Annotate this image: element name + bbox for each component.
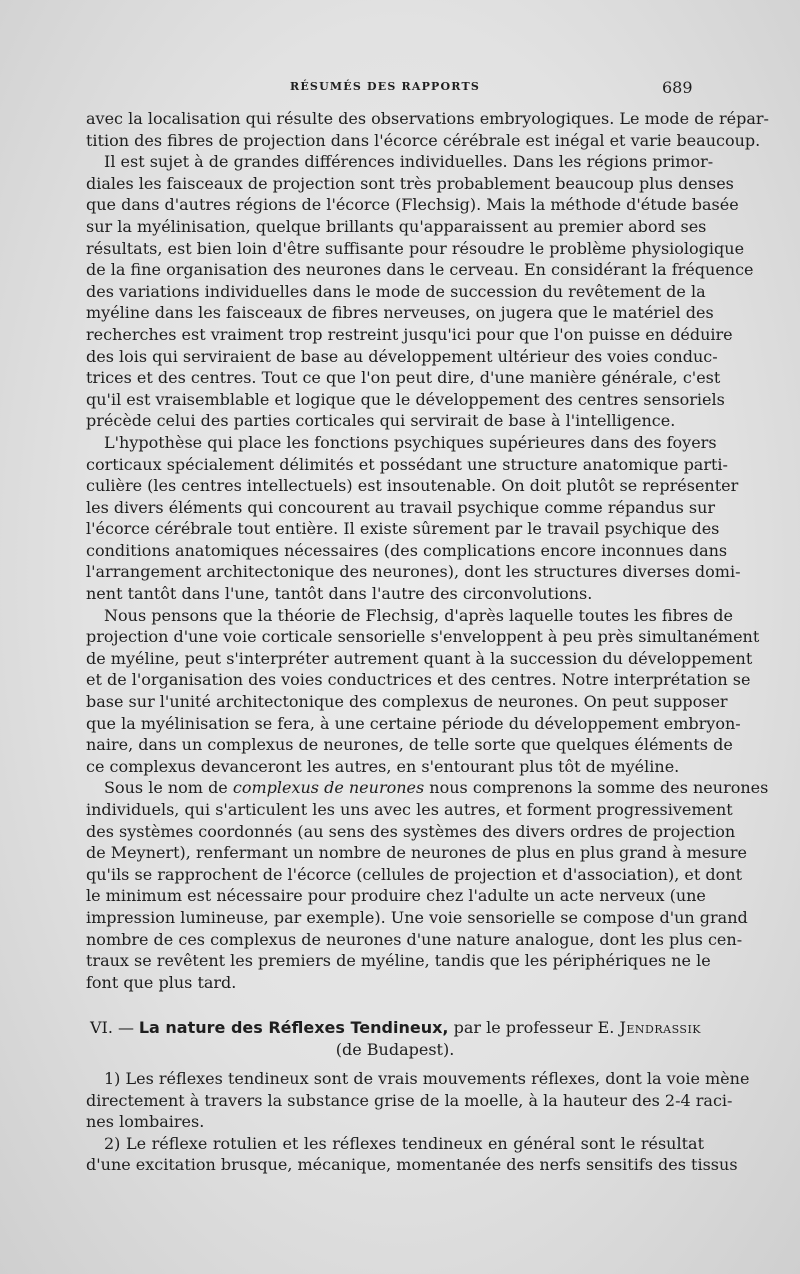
text-line: de myéline, peut s'interpréter autrement quant à la succession du développement	[86, 648, 753, 668]
text-line: que dans d'autres régions de l'écorce (Flechsig). Mais la méthode d'étude basée	[86, 195, 739, 215]
text-line: traux se revêtent les premiers de myéline, tandis que les périphériques ne le	[86, 951, 711, 971]
paragraph-4	[86, 605, 760, 778]
section-byline: par le professeur E.	[448, 1018, 620, 1037]
text-line	[86, 777, 769, 799]
section-affiliation: (de Budapest).	[335, 1040, 455, 1059]
text-line: nent tantôt dans l'une, tantôt dans l'autre des circonvolutions.	[86, 584, 593, 604]
text-fragment: Sous le nom de	[104, 778, 233, 798]
text-line: recherches est vraiment trop restreint jusqu'ici pour que l'on puisse en déduire	[86, 324, 733, 344]
text-line: de la fine organisation des neurones dans le cerveau. En considérant la fréquence	[86, 260, 754, 280]
text-line: précède celui des parties corticales qui servirait de base à l'intelligence.	[86, 411, 676, 431]
text-line: d'une excitation brusque, mécanique, momentanée des nerfs sensitifs des tissus	[86, 1155, 738, 1175]
paragraph-2	[86, 151, 754, 432]
text-line: qu'il est vraisemblable et logique que le développement des centres sensoriels	[86, 389, 725, 409]
text-line: des lois qui serviraient de base au développement ultérieur des voies conduc-	[86, 346, 718, 366]
section-author: Jendrassik	[619, 1018, 702, 1037]
text-line: nes lombaires.	[86, 1112, 205, 1132]
paragraph-5	[86, 777, 769, 993]
text-line: naire, dans un complexus de neurones, de telle sorte que quelques éléments de	[86, 735, 733, 755]
text-line: des systèmes coordonnés (au sens des systèmes des divers ordres de projection	[86, 821, 736, 841]
text-line: l'écorce cérébrale tout entière. Il existe sûrement par le travail psychique des	[86, 519, 720, 539]
text-line: L'hypothèse qui place les fonctions psychiques supérieures dans des foyers	[104, 432, 717, 452]
text-line: Il est sujet à de grandes différences individuelles. Dans les régions primor-	[104, 152, 714, 172]
section-heading	[86, 1017, 704, 1061]
text-line: qu'ils se rapprochent de l'écorce (cellules de projection et d'association), et dont	[86, 864, 742, 884]
list-item-2	[86, 1133, 738, 1176]
text-line: et de l'organisation des voies conductrices et des centres. Notre interprétation se	[86, 670, 751, 690]
text-line: résultats, est bien loin d'être suffisante pour résoudre le problème physiologique	[86, 238, 745, 258]
text-line: l'arrangement architectonique des neurones), dont les structures diverses domi-	[86, 562, 741, 582]
running-header	[0, 78, 800, 102]
paragraph-3	[86, 432, 741, 605]
paragraph-1	[86, 108, 769, 151]
body-text	[86, 108, 769, 993]
numbered-list	[86, 1068, 750, 1176]
text-line: projection d'une voie corticale sensorielle s'enveloppent à peu près simultanément	[86, 627, 760, 647]
text-fragment: nous comprenons la somme des neurones	[424, 778, 769, 798]
text-line: individuels, qui s'articulent les uns avec les autres, et forment progressivement	[86, 800, 733, 819]
text-line: directement à travers la substance grise de la moelle, à la hauteur des 2-4 raci-	[86, 1090, 733, 1110]
text-line: trices et des centres. Tout ce que l'on peut dire, d'une manière générale, c'est	[86, 368, 721, 388]
section-title: La nature des Réflexes Tendineux,	[138, 1018, 449, 1037]
list-item-1	[86, 1068, 750, 1133]
text-line: font que plus tard.	[86, 972, 237, 992]
text-line: myéline dans les faisceaux de fibres nerveuses, on jugera que le matériel des	[86, 303, 714, 323]
text-line: des variations individuelles dans le mode de succession du revêtement de la	[86, 281, 706, 301]
section-heading-line	[86, 1017, 704, 1039]
text-line: sur la myélinisation, quelque brillants qu'apparaissent au premier abord ses	[86, 216, 707, 236]
text-line: base sur l'unité architectonique des complexus de neurones. On peut supposer	[86, 692, 728, 712]
text-line: Nous pensons que la théorie de Flechsig, d'après laquelle toutes les fibres de	[104, 605, 733, 625]
page-number: 689	[662, 78, 693, 97]
text-line: corticaux spécialement délimités et possédant une structure anatomique parti-	[86, 454, 728, 474]
text-line: le minimum est nécessaire pour produire chez l'adulte un acte nerveux (une	[86, 886, 706, 906]
text-line: de Meynert), renfermant un nombre de neurones de plus en plus grand à mesure	[86, 843, 747, 863]
section-number: VI. —	[90, 1018, 135, 1037]
text-line: tition des fibres de projection dans l'écorce cérébrale est inégal et varie beaucoup.	[86, 130, 761, 150]
text-line: les divers éléments qui concourent au travail psychique comme répandus sur	[86, 497, 716, 517]
text-line: culière (les centres intellectuels) est insoutenable. On doit plutôt se représenter	[86, 476, 739, 496]
text-line: diales les faisceaux de projection sont très probablement beaucoup plus denses	[86, 173, 734, 193]
italic-term: complexus de neurones	[232, 778, 425, 798]
running-title: RÉSUMÉS DES RAPPORTS	[290, 80, 480, 93]
text-line: ce complexus devanceront les autres, en s'entourant plus tôt de myéline.	[86, 756, 680, 776]
text-line: avec la localisation qui résulte des observations embryologiques. Le mode de répar-	[86, 109, 769, 128]
text-line: 2) Le réflexe rotulien et les réflexes tendineux en général sont le résultat	[104, 1133, 704, 1153]
text-line: nombre de ces complexus de neurones d'une nature analogue, dont les plus cen-	[86, 929, 743, 949]
text-line: conditions anatomiques nécessaires (des complications encore inconnues dans	[86, 540, 728, 560]
text-line: que la myélinisation se fera, à une certaine période du développement embryon-	[86, 713, 741, 733]
text-line: 1) Les réflexes tendineux sont de vrais mouvements réflexes, dont la voie mène	[104, 1069, 750, 1088]
text-line: impression lumineuse, par exemple). Une voie sensorielle se compose d'un grand	[86, 907, 748, 927]
